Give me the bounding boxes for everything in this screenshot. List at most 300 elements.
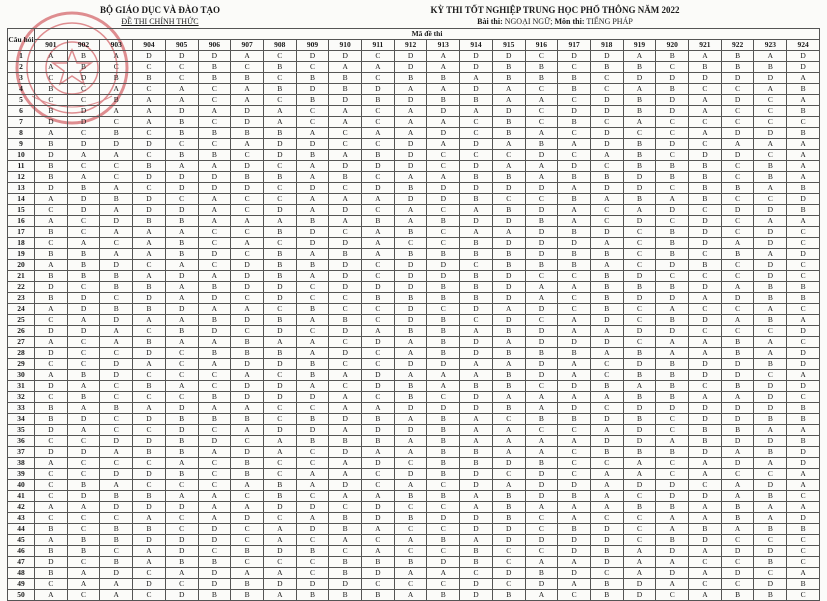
question-number: 24 xyxy=(8,304,35,315)
answer-cell: C xyxy=(133,370,166,381)
answer-cell: A xyxy=(754,458,787,469)
answer-cell: C xyxy=(525,425,558,436)
answer-cell: B xyxy=(165,238,198,249)
answer-cell: A xyxy=(329,150,362,161)
answer-cell: D xyxy=(460,51,493,62)
table-row xyxy=(8,260,820,271)
answer-cell: C xyxy=(656,62,689,73)
answer-cell: A xyxy=(623,84,656,95)
answer-cell: A xyxy=(754,139,787,150)
answer-cell: A xyxy=(590,326,623,337)
answer-cell: A xyxy=(689,348,722,359)
answer-cell: B xyxy=(787,282,820,293)
answer-cell: D xyxy=(362,337,395,348)
answer-cell: D xyxy=(787,51,820,62)
answer-cell: B xyxy=(689,524,722,535)
answer-cell: C xyxy=(263,183,296,194)
answer-cell: C xyxy=(100,513,133,524)
answer-cell: A xyxy=(296,381,329,392)
answer-cell: A xyxy=(231,370,264,381)
answer-cell: D xyxy=(394,425,427,436)
answer-cell: C xyxy=(656,425,689,436)
answer-cell: C xyxy=(656,216,689,227)
answer-cell: A xyxy=(198,359,231,370)
question-number: 14 xyxy=(8,194,35,205)
answer-cell: A xyxy=(492,139,525,150)
answer-cell: C xyxy=(198,95,231,106)
question-number: 33 xyxy=(8,403,35,414)
answer-cell: B xyxy=(721,62,754,73)
answer-cell: D xyxy=(427,260,460,271)
answer-cell: B xyxy=(100,282,133,293)
answer-cell: D xyxy=(329,260,362,271)
answer-cell: C xyxy=(394,238,427,249)
answer-cell: D xyxy=(623,359,656,370)
answer-cell: B xyxy=(198,128,231,139)
answer-cell: B xyxy=(492,128,525,139)
answer-cell: A xyxy=(721,392,754,403)
answer-cell: D xyxy=(689,282,722,293)
table-row xyxy=(8,73,820,84)
answer-cell: D xyxy=(787,194,820,205)
answer-cell: C xyxy=(263,95,296,106)
answer-cell: A xyxy=(263,436,296,447)
answer-cell: A xyxy=(623,546,656,557)
answer-cell: C xyxy=(198,260,231,271)
answer-cell: C xyxy=(198,381,231,392)
question-number: 18 xyxy=(8,238,35,249)
answer-cell: D xyxy=(721,293,754,304)
answer-cell: C xyxy=(558,128,591,139)
answer-cell: D xyxy=(198,524,231,535)
answer-cell: C xyxy=(198,238,231,249)
answer-cell: C xyxy=(721,271,754,282)
answer-cell: A xyxy=(394,205,427,216)
question-number: 49 xyxy=(8,579,35,590)
answer-cell: C xyxy=(460,260,493,271)
answer-cell: C xyxy=(623,535,656,546)
answer-cell: A xyxy=(394,447,427,458)
answer-cell: C xyxy=(67,216,100,227)
answer-cell: A xyxy=(329,106,362,117)
answer-cell: A xyxy=(263,568,296,579)
answer-cell: C xyxy=(67,513,100,524)
answer-cell: A xyxy=(460,359,493,370)
answer-cell: D xyxy=(754,546,787,557)
answer-cell: C xyxy=(165,524,198,535)
answer-cell: B xyxy=(296,436,329,447)
question-number: 23 xyxy=(8,293,35,304)
answer-cell: D xyxy=(263,546,296,557)
answer-cell: D xyxy=(362,381,395,392)
answer-cell: B xyxy=(492,73,525,84)
answer-cell: A xyxy=(263,117,296,128)
answer-cell: D xyxy=(460,480,493,491)
answer-cell: B xyxy=(689,62,722,73)
answer-cell: C xyxy=(67,557,100,568)
answer-cell: A xyxy=(329,62,362,73)
answer-cell: A xyxy=(394,106,427,117)
question-number: 19 xyxy=(8,249,35,260)
table-row xyxy=(8,425,820,436)
answer-cell: A xyxy=(263,447,296,458)
answer-cell: C xyxy=(296,568,329,579)
answer-cell: A xyxy=(296,469,329,480)
table-row xyxy=(8,62,820,73)
answer-cell: B xyxy=(198,348,231,359)
answer-cell: A xyxy=(329,458,362,469)
answer-cell: B xyxy=(558,73,591,84)
official-label: ĐỀ THI CHÍNH THỨC xyxy=(121,17,199,26)
answer-cell: C xyxy=(67,227,100,238)
answer-cell: B xyxy=(721,381,754,392)
answer-cell: B xyxy=(35,414,68,425)
answer-cell: A xyxy=(754,216,787,227)
answer-cell: D xyxy=(198,249,231,260)
answer-cell: A xyxy=(590,260,623,271)
answer-cell: C xyxy=(296,447,329,458)
answer-cell: D xyxy=(231,513,264,524)
answer-cell: B xyxy=(67,370,100,381)
answer-cell: C xyxy=(263,414,296,425)
answer-cell: C xyxy=(165,392,198,403)
answer-cell: B xyxy=(394,392,427,403)
answer-cell: C xyxy=(329,183,362,194)
answer-cell: C xyxy=(590,513,623,524)
answer-cell: C xyxy=(427,150,460,161)
answer-cell: D xyxy=(198,51,231,62)
answer-cell: B xyxy=(525,62,558,73)
answer-cell: D xyxy=(263,381,296,392)
answer-cell: A xyxy=(787,480,820,491)
answer-cell: B xyxy=(590,447,623,458)
answer-cell: A xyxy=(100,84,133,95)
answer-cell: D xyxy=(492,51,525,62)
answer-cell: B xyxy=(427,425,460,436)
answer-cell: C xyxy=(689,557,722,568)
answer-cell: C xyxy=(67,337,100,348)
answer-cell: A xyxy=(460,535,493,546)
answer-cell: A xyxy=(623,381,656,392)
answer-cell: C xyxy=(231,557,264,568)
answer-cell: D xyxy=(525,480,558,491)
answer-cell: D xyxy=(133,348,166,359)
answer-key-table xyxy=(7,28,820,601)
answer-cell: A xyxy=(100,183,133,194)
answer-cell: A xyxy=(558,139,591,150)
answer-cell: C xyxy=(296,557,329,568)
answer-cell: B xyxy=(721,502,754,513)
question-number: 42 xyxy=(8,502,35,513)
answer-cell: B xyxy=(590,249,623,260)
answer-cell: B xyxy=(656,535,689,546)
answer-cell: B xyxy=(263,172,296,183)
answer-cell: C xyxy=(329,381,362,392)
answer-cell: D xyxy=(394,359,427,370)
answer-cell: B xyxy=(296,546,329,557)
answer-cell: C xyxy=(460,568,493,579)
answer-cell: A xyxy=(721,491,754,502)
answer-cell: D xyxy=(492,282,525,293)
answer-cell: D xyxy=(133,172,166,183)
subject-mid: Môn thi: xyxy=(554,17,585,26)
answer-cell: D xyxy=(623,425,656,436)
answer-cell: A xyxy=(329,117,362,128)
answer-cell: C xyxy=(492,557,525,568)
answer-cell: B xyxy=(656,249,689,260)
answer-cell: C xyxy=(721,260,754,271)
answer-cell: A xyxy=(394,84,427,95)
answer-cell: A xyxy=(394,216,427,227)
answer-cell: C xyxy=(100,117,133,128)
answer-cell: D xyxy=(590,227,623,238)
answer-cell: B xyxy=(165,249,198,260)
answer-cell: C xyxy=(525,513,558,524)
answer-cell: A xyxy=(67,315,100,326)
answer-cell: C xyxy=(689,304,722,315)
answer-cell: D xyxy=(558,381,591,392)
answer-cell: D xyxy=(329,414,362,425)
answer-cell: C xyxy=(689,579,722,590)
answer-cell: B xyxy=(329,73,362,84)
answer-cell: C xyxy=(67,282,100,293)
answer-cell: A xyxy=(656,524,689,535)
answer-cell: B xyxy=(263,315,296,326)
answer-cell: D xyxy=(362,84,395,95)
answer-cell: C xyxy=(231,491,264,502)
answer-cell: A xyxy=(296,337,329,348)
answer-cell: D xyxy=(133,469,166,480)
exam-code-cell: 913 xyxy=(427,40,460,51)
answer-cell: D xyxy=(689,491,722,502)
answer-cell: B xyxy=(623,414,656,425)
answer-cell: D xyxy=(623,271,656,282)
answer-cell: B xyxy=(656,51,689,62)
answer-cell: C xyxy=(558,590,591,601)
answer-cell: B xyxy=(721,51,754,62)
table-row xyxy=(8,139,820,150)
answer-cell: C xyxy=(427,579,460,590)
answer-cell: B xyxy=(623,150,656,161)
answer-cell: C xyxy=(492,194,525,205)
answer-cell: A xyxy=(754,425,787,436)
answer-cell: B xyxy=(721,590,754,601)
answer-cell: A xyxy=(525,447,558,458)
answer-cell: A xyxy=(263,337,296,348)
answer-cell: C xyxy=(35,73,68,84)
answer-cell: D xyxy=(558,337,591,348)
answer-cell: B xyxy=(67,260,100,271)
answer-cell: B xyxy=(100,128,133,139)
question-number: 10 xyxy=(8,150,35,161)
answer-cell: A xyxy=(460,227,493,238)
answer-cell: C xyxy=(35,480,68,491)
answer-cell: C xyxy=(133,183,166,194)
answer-cell: B xyxy=(787,183,820,194)
question-number: 9 xyxy=(8,139,35,150)
answer-cell: D xyxy=(558,238,591,249)
answer-cell: B xyxy=(35,568,68,579)
answer-cell: C xyxy=(590,359,623,370)
answer-cell: B xyxy=(492,513,525,524)
answer-cell: A xyxy=(231,216,264,227)
answer-cell: C xyxy=(329,304,362,315)
answer-cell: C xyxy=(100,238,133,249)
answer-cell: A xyxy=(394,117,427,128)
answer-cell: A xyxy=(165,293,198,304)
answer-cell: D xyxy=(623,403,656,414)
answer-cell: D xyxy=(394,62,427,73)
answer-cell: D xyxy=(721,128,754,139)
answer-cell: D xyxy=(492,183,525,194)
answer-cell: B xyxy=(296,95,329,106)
table-row xyxy=(8,458,820,469)
question-number: 34 xyxy=(8,414,35,425)
answer-cell: C xyxy=(525,315,558,326)
answer-cell: D xyxy=(460,579,493,590)
answer-cell: D xyxy=(689,403,722,414)
answer-cell: C xyxy=(721,304,754,315)
answer-cell: D xyxy=(460,392,493,403)
answer-cell: A xyxy=(492,337,525,348)
answer-cell: D xyxy=(67,73,100,84)
answer-cell: B xyxy=(787,106,820,117)
answer-cell: C xyxy=(362,117,395,128)
answer-cell: D xyxy=(754,579,787,590)
answer-cell: C xyxy=(362,348,395,359)
answer-cell: D xyxy=(67,139,100,150)
answer-cell: D xyxy=(100,216,133,227)
answer-cell: B xyxy=(296,216,329,227)
answer-cell: C xyxy=(492,469,525,480)
subject-prefix: Bài thi: xyxy=(477,17,503,26)
answer-cell: A xyxy=(656,304,689,315)
answer-cell: B xyxy=(460,249,493,260)
table-row xyxy=(8,304,820,315)
answer-cell: C xyxy=(165,359,198,370)
answer-cell: C xyxy=(35,95,68,106)
question-number: 45 xyxy=(8,535,35,546)
answer-cell: A xyxy=(165,491,198,502)
answer-cell: B xyxy=(590,62,623,73)
answer-cell: B xyxy=(263,84,296,95)
answer-cell: A xyxy=(198,194,231,205)
table-row xyxy=(8,293,820,304)
answer-cell: B xyxy=(100,491,133,502)
answer-cell: A xyxy=(689,546,722,557)
answer-cell: D xyxy=(165,172,198,183)
answer-cell: D xyxy=(525,579,558,590)
answer-cell: D xyxy=(329,205,362,216)
answer-cell: B xyxy=(427,95,460,106)
answer-cell: C xyxy=(296,491,329,502)
answer-cell: A xyxy=(754,513,787,524)
answer-cell: B xyxy=(35,249,68,260)
answer-cell: D xyxy=(296,51,329,62)
answer-cell: D xyxy=(787,249,820,260)
answer-cell: B xyxy=(394,183,427,194)
answer-cell: D xyxy=(558,51,591,62)
answer-cell: C xyxy=(721,106,754,117)
answer-cell: A xyxy=(525,590,558,601)
answer-cell: C xyxy=(165,194,198,205)
answer-cell: B xyxy=(394,557,427,568)
answer-cell: C xyxy=(67,95,100,106)
table-row xyxy=(8,590,820,601)
answer-cell: D xyxy=(394,403,427,414)
answer-cell: A xyxy=(198,106,231,117)
answer-cell: D xyxy=(35,326,68,337)
answer-cell: A xyxy=(525,95,558,106)
answer-cell: A xyxy=(198,502,231,513)
answer-cell: C xyxy=(362,205,395,216)
answer-cell: B xyxy=(427,293,460,304)
answer-cell: A xyxy=(165,568,198,579)
answer-cell: C xyxy=(525,524,558,535)
answer-cell: A xyxy=(525,502,558,513)
answer-cell: D xyxy=(296,227,329,238)
answer-cell: B xyxy=(721,337,754,348)
answer-cell: C xyxy=(133,150,166,161)
answer-cell: D xyxy=(492,315,525,326)
question-number: 30 xyxy=(8,370,35,381)
answer-cell: B xyxy=(787,436,820,447)
answer-cell: B xyxy=(198,392,231,403)
answer-cell: C xyxy=(165,370,198,381)
answer-cell: C xyxy=(787,392,820,403)
answer-cell: C xyxy=(787,238,820,249)
answer-cell: D xyxy=(35,381,68,392)
answer-cell: A xyxy=(558,205,591,216)
answer-cell: D xyxy=(460,524,493,535)
answer-cell: D xyxy=(263,139,296,150)
answer-cell: D xyxy=(362,513,395,524)
answer-cell: B xyxy=(231,337,264,348)
table-row xyxy=(8,161,820,172)
answer-cell: A xyxy=(198,271,231,282)
answer-cell: B xyxy=(460,458,493,469)
answer-cell: D xyxy=(394,469,427,480)
answer-cell: B xyxy=(296,260,329,271)
answer-cell: B xyxy=(721,249,754,260)
answer-cell: A xyxy=(623,568,656,579)
table-row xyxy=(8,579,820,590)
answer-cell: A xyxy=(623,51,656,62)
answer-cell: D xyxy=(623,172,656,183)
answer-cell: C xyxy=(721,194,754,205)
answer-cell: C xyxy=(787,491,820,502)
answer-cell: C xyxy=(394,458,427,469)
answer-cell: C xyxy=(525,271,558,282)
answer-cell: B xyxy=(198,282,231,293)
answer-cell: A xyxy=(198,161,231,172)
answer-cell: D xyxy=(100,370,133,381)
answer-cell: B xyxy=(35,403,68,414)
answer-cell: D xyxy=(133,205,166,216)
answer-cell: C xyxy=(427,392,460,403)
answer-cell: D xyxy=(165,502,198,513)
answer-cell: B xyxy=(329,524,362,535)
answer-cell: A xyxy=(263,524,296,535)
answer-cell: B xyxy=(394,491,427,502)
answer-cell: B xyxy=(787,293,820,304)
answer-cell: C xyxy=(656,414,689,425)
answer-cell: A xyxy=(525,436,558,447)
answer-cell: B xyxy=(362,436,395,447)
answer-cell: B xyxy=(590,381,623,392)
answer-cell: B xyxy=(525,414,558,425)
answer-cell: D xyxy=(394,161,427,172)
